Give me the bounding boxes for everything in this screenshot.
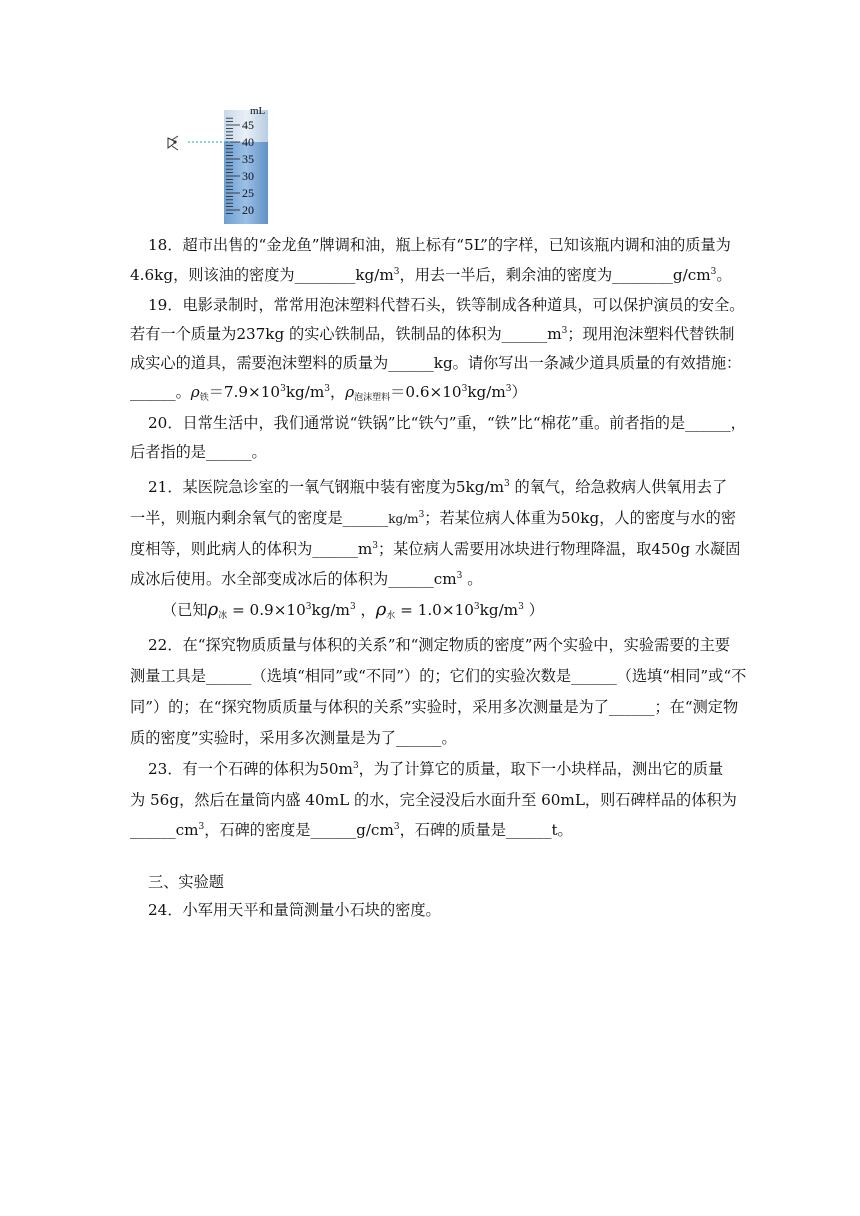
q20-line1: 20．日常生活中，我们通常说“铁锅”比“铁勺”重，“铁”比“棉花”重。前者指的是______，	[148, 414, 746, 432]
q22-line1: 22．在“探究物质质量与体积的关系”和“测定物质的密度”两个实验中，实验需要的主要	[148, 636, 730, 654]
scale-tick-label: 35	[242, 152, 254, 166]
q23-line1: 23．有一个石碑的体积为$50m^3$，为了计算它的质量，取下一小块样品，测出它的质量	[148, 760, 724, 778]
section-title: 三、实验题	[148, 873, 224, 891]
cylinder-drawing	[160, 104, 270, 226]
q23-line3: $\_\_\_\_\_\_cm^3$，石碑的密度是$\_\_\_\_\_\_g/cm^3$，石碑的质量是______t。	[130, 821, 573, 839]
q21-line5: （已知$\rho_冰 = 0.9\times 10^3kg/m^3$ ，$\rho_水 = 1.0\times 10^3kg/m^3$ ）	[162, 599, 544, 621]
scale-tick-label: 30	[242, 169, 254, 183]
q19-line2: 若有一个质量为237kg 的实心铁制品，铁制品的体积为$\_\_\_\_\_\_m^3$；现用泡沫塑料代替铁制	[130, 325, 735, 343]
q21-line2: 一半，则瓶内剩余氧气的密度是$\_\_\_\_\_\_kg/m^3$；若某位病人体重为50kg，人的密度与水的密	[130, 509, 736, 527]
q19-line1: 19．电影录制时，常常用泡沫塑料代替石头，铁等制成各种道具，可以保护演员的安全。	[148, 296, 745, 314]
scale-tick-label: 20	[242, 203, 254, 217]
q21-line1: 21．某医院急诊室的一氧气钢瓶中装有密度为$5kg/m^3$ 的氧气，给急救病人供氧用去了	[148, 478, 728, 496]
scale-tick-label: 45	[242, 118, 254, 132]
scale-tick-label: 25	[242, 186, 254, 200]
q24-line1: 24．小军用天平和量筒测量小石块的密度。	[148, 901, 441, 919]
scale-tick-label: 40	[242, 135, 254, 149]
q19-line4: ______。$\rho_铁=7.9\times 10^3kg/m^3$，$\rho_{泡沫塑料}=0.6\times 10^3kg/m^3$）	[130, 383, 527, 403]
q21-line3: 度相等，则此病人的体积为$\_\_\_\_\_\_m^3$；某位病人需要用冰块进行物理降温，取450g 水凝固	[130, 540, 741, 558]
q23-line2: 为 56g，然后在量筒内盛 40mL 的水，完全浸没后水面升至 60mL，则石碑样品的体积为	[130, 791, 737, 809]
unit-label: mL	[250, 105, 266, 117]
q21-line4: 成冰后使用。水全部变成冰后的体积为$\_\_\_\_\_\_cm^3$ 。	[130, 570, 483, 588]
q19-line3: 成实心的道具，需要泡沫塑料的质量为______kg。请你写出一条减少道具质量的有效措施：	[130, 354, 742, 372]
q22-line4: 质的密度”实验时，采用多次测量是为了______。	[130, 729, 457, 747]
q20-line2: 后者指的是______。	[130, 443, 267, 461]
eye-icon	[168, 136, 178, 150]
q18-line2: 4.6kg，则该油的密度为$\_\_\_\_\_\_\_\_kg/m^3$，用去一半后，剩余油的密度为$\_\_\_\_\_\_\_\_g/cm^3$。	[130, 266, 732, 284]
q22-line3: 同”）的；在“探究物质质量与体积的关系”实验时，采用多次测量是为了______；在“测定物	[130, 698, 739, 716]
q18-line1: 18．超市出售的“金龙鱼”牌调和油，瓶上标有“5L”的字样，已知该瓶内调和油的质量为	[148, 236, 731, 254]
q22-line2: 测量工具是______（选填“相同”或“不同”）的；它们的实验次数是______（选填“相同”或“不	[130, 667, 747, 685]
graduated-cylinder-figure	[160, 104, 270, 226]
